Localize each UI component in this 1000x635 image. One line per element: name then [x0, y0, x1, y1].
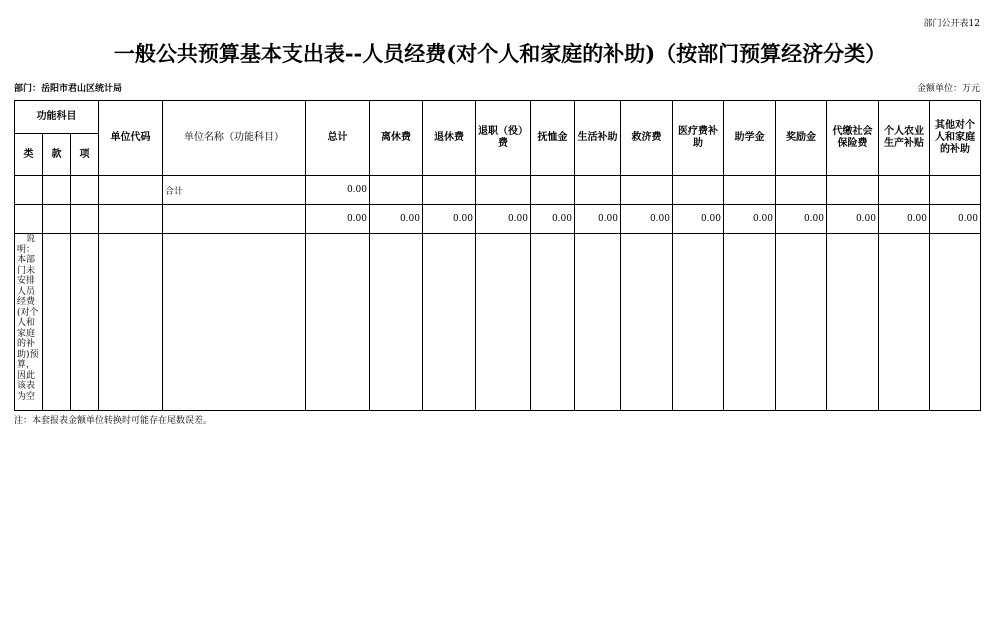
cell-medical-subsidy: 0.00: [673, 205, 724, 234]
cell-kuan: [43, 234, 71, 411]
column-header-medical-subsidy: 医疗费补助: [673, 101, 724, 176]
table-row: [15, 205, 981, 234]
cell-pension: 0.00: [423, 205, 476, 234]
cell-severance: [476, 176, 531, 205]
column-header-lei: 类: [15, 134, 43, 176]
column-header-relief: 救济费: [621, 101, 673, 176]
cell-lei: [15, 176, 43, 205]
cell-xiang: [71, 176, 99, 205]
cell-award: [776, 176, 827, 205]
page-title: 一般公共预算基本支出表--人员经费(对个人和家庭的补助)（按部门预算经济分类）: [113, 41, 887, 66]
budget-table: [14, 100, 981, 411]
cell-other-subsidy: 0.00: [930, 205, 981, 234]
cell-unit-name: [163, 205, 306, 234]
note-row: [15, 234, 981, 411]
cell-unit-code: [99, 234, 163, 411]
cell-student-aid: [724, 234, 776, 411]
cell-compensation: [531, 234, 575, 411]
cell-total: [306, 234, 370, 411]
cell-farming-subsidy: [879, 234, 930, 411]
cell-other-subsidy: [930, 176, 981, 205]
cell-pension: [423, 234, 476, 411]
cell-unit-name: [163, 234, 306, 411]
column-header-unit-name: 单位名称（功能科目）: [163, 101, 306, 176]
cell-severance: [476, 234, 531, 411]
cell-student-aid: [724, 176, 776, 205]
cell-severance: 0.00: [476, 205, 531, 234]
column-header-living-allowance: 生活补助: [575, 101, 621, 176]
cell-medical-subsidy: [673, 176, 724, 205]
cell-retirement-pay: [370, 176, 423, 205]
cell-unit-code: [99, 205, 163, 234]
cell-kuan: [43, 205, 71, 234]
cell-living-allowance: [575, 176, 621, 205]
column-header-student-aid: 助学金: [724, 101, 776, 176]
column-header-other-subsidy: 其他对个人和家庭的补助: [930, 101, 981, 176]
cell-relief: 0.00: [621, 205, 673, 234]
cell-relief: [621, 234, 673, 411]
column-header-severance: 退职（役）费: [476, 101, 531, 176]
department-label: 部门：岳阳市君山区统计局: [14, 84, 123, 94]
cell-student-aid: 0.00: [724, 205, 776, 234]
unit-label: 金额单位：万元: [916, 84, 980, 94]
column-header-xiang: 项: [71, 134, 99, 176]
cell-relief: [621, 176, 673, 205]
cell-medical-subsidy: [673, 234, 724, 411]
table-row: [15, 176, 981, 205]
form-number: 部门公开表12: [923, 19, 980, 29]
cell-compensation: [531, 176, 575, 205]
cell-unit-code: [99, 176, 163, 205]
cell-compensation: 0.00: [531, 205, 575, 234]
column-header-retirement-pay: 离休费: [370, 101, 423, 176]
table-body: [15, 176, 981, 411]
cell-other-subsidy: [930, 234, 981, 411]
cell-pension: [423, 176, 476, 205]
footnote: 注：本套报表金额单位转换时可能存在尾数误差。: [14, 416, 213, 426]
cell-xiang: [71, 234, 99, 411]
cell-farming-subsidy: [879, 176, 930, 205]
cell-lei: [15, 205, 43, 234]
cell-unit-name: 合计: [163, 176, 306, 205]
cell-total: 0.00: [306, 205, 370, 234]
column-header-kuan: 款: [43, 134, 71, 176]
cell-social-insurance: [827, 176, 879, 205]
column-header-social-insurance: 代缴社会保险费: [827, 101, 879, 176]
note-cell: 说明：本部门未安排人员经费(对个人和家庭的补助)预算，因此该表为空: [15, 234, 43, 411]
column-header-pension: 退休费: [423, 101, 476, 176]
column-header-function-subject: 功能科目: [15, 101, 99, 134]
column-header-compensation: 抚恤金: [531, 101, 575, 176]
cell-living-allowance: [575, 234, 621, 411]
cell-living-allowance: 0.00: [575, 205, 621, 234]
header-row: [15, 101, 981, 134]
column-header-unit-code: 单位代码: [99, 101, 163, 176]
cell-total: 0.00: [306, 176, 370, 205]
column-header-award: 奖励金: [776, 101, 827, 176]
cell-social-insurance: [827, 234, 879, 411]
cell-xiang: [71, 205, 99, 234]
cell-farming-subsidy: 0.00: [879, 205, 930, 234]
cell-kuan: [43, 176, 71, 205]
cell-award: 0.00: [776, 205, 827, 234]
cell-social-insurance: 0.00: [827, 205, 879, 234]
cell-retirement-pay: 0.00: [370, 205, 423, 234]
cell-retirement-pay: [370, 234, 423, 411]
column-header-farming-subsidy: 个人农业生产补贴: [879, 101, 930, 176]
column-header-total: 总计: [306, 101, 370, 176]
cell-award: [776, 234, 827, 411]
